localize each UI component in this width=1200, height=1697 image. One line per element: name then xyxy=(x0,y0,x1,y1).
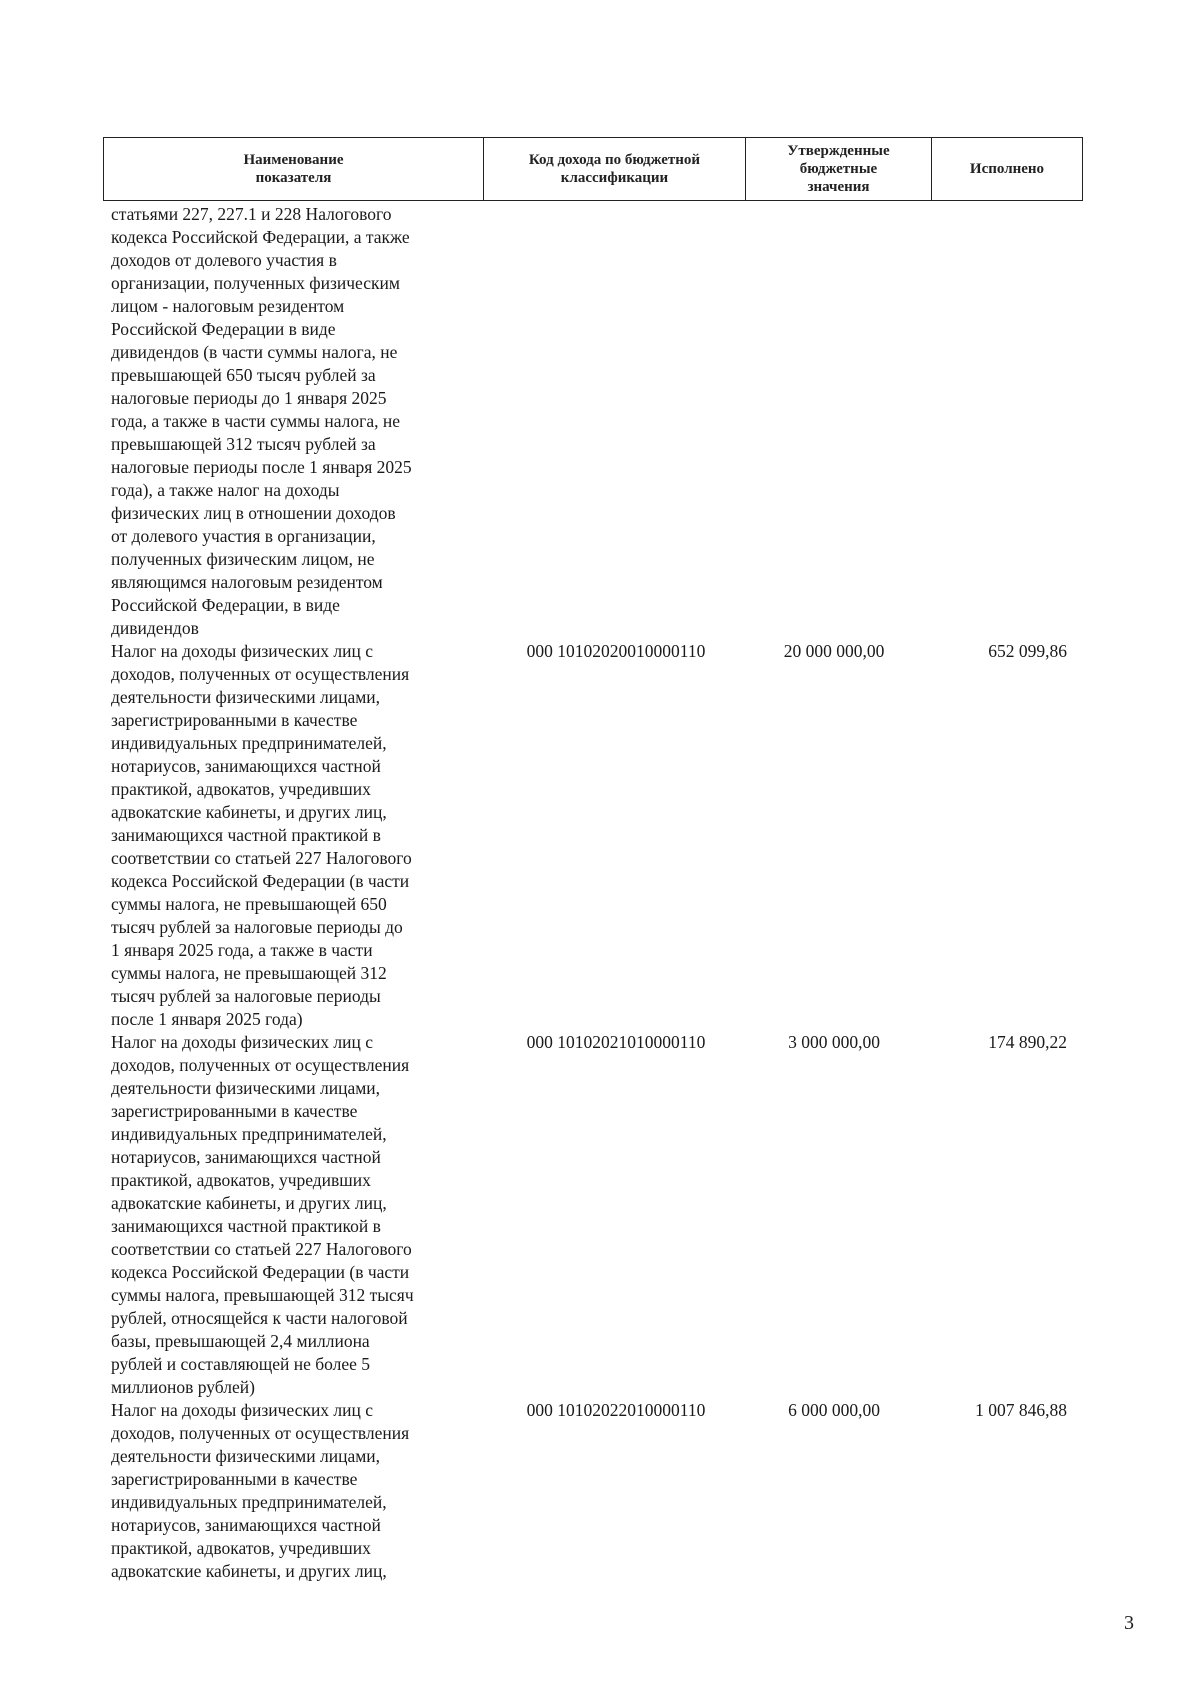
row-approved xyxy=(741,203,927,640)
table-row xyxy=(103,1031,1083,1399)
row-executed: 1 007 846,88 xyxy=(975,1400,1067,1420)
table-row xyxy=(103,203,1083,640)
row-approved: 6 000 000,00 xyxy=(788,1400,880,1420)
row-approved: 3 000 000,00 xyxy=(788,1032,880,1052)
header-name: Наименование показателя xyxy=(104,138,484,200)
row-executed xyxy=(927,203,1067,640)
row-name: статьями 227, 227.1 и 228 Налогового кодекса Российской Федерации, а также доходов от долевого участия в организации, полученных физическим лицом - налоговым резидентом Российской Федерации в виде дивидендов (в части суммы налога, не превышающей 650 тысяч рублей за налоговые периоды до 1 января 2025 года, а также в части суммы налога, не превышающей 312 тысяч рублей за налоговые периоды после 1 января 2025 года), а также налог на доходы физических лиц в отношении доходов от долевого участия в организации, полученных физическим лицом, не являющимся налоговым резидентом Российской Федерации, в виде дивидендов xyxy=(111,204,412,638)
header-executed: Исполнено xyxy=(969,161,1045,177)
row-code: 000 10102022010000110 xyxy=(526,1400,706,1420)
page-number: 3 xyxy=(1124,1612,1134,1634)
table-header xyxy=(103,137,1083,201)
row-name: Налог на доходы физических лиц с доходов, полученных от осуществления деятельности физическими лицами, зарегистрированными в качестве индивидуальных предпринимателей, нотариусов, занимающихся частной практикой, адвокатов, учредивших адвокатские кабинеты, и других лиц, xyxy=(111,1400,410,1581)
table-body xyxy=(103,203,1083,1583)
row-code: 000 10102020010000110 xyxy=(526,641,706,661)
row-approved: 20 000 000,00 xyxy=(783,641,885,661)
header-code: Код дохода по бюджетной классификации xyxy=(484,138,746,200)
row-executed: 652 099,86 xyxy=(988,641,1067,661)
row-executed: 174 890,22 xyxy=(988,1032,1067,1052)
row-code xyxy=(479,203,741,640)
row-name: Налог на доходы физических лиц с доходов, полученных от осуществления деятельности физическими лицами, зарегистрированными в качестве индивидуальных предпринимателей, нотариусов, занимающихся частной практикой, адвокатов, учредивших адвокатские кабинеты, и других лиц, занимающихся частной практикой в соответствии со статьей 227 Налогового кодекса Российской Федерации (в части суммы налога, превышающей 312 тысяч рублей, относящейся к части налоговой базы, превышающей 2,4 миллиона рублей и составляющей не более 5 миллионов рублей) xyxy=(111,1032,414,1397)
table-row xyxy=(103,640,1083,1031)
row-name: Налог на доходы физических лиц с доходов, полученных от осуществления деятельности физическими лицами, зарегистрированными в качестве индивидуальных предпринимателей, нотариусов, занимающихся частной практикой, адвокатов, учредивших адвокатские кабинеты, и других лиц, занимающихся частной практикой в соответствии со статьей 227 Налогового кодекса Российской Федерации (в части суммы налога, не превышающей 650 тысяч рублей за налоговые периоды до 1 января 2025 года, а также в части суммы налога, не превышающей 312 тысяч рублей за налоговые периоды после 1 января 2025 года) xyxy=(111,641,412,1029)
header-approved: Утвержденные бюджетные значения xyxy=(746,138,932,200)
table-row xyxy=(103,1399,1083,1583)
row-code: 000 10102021010000110 xyxy=(526,1032,706,1052)
